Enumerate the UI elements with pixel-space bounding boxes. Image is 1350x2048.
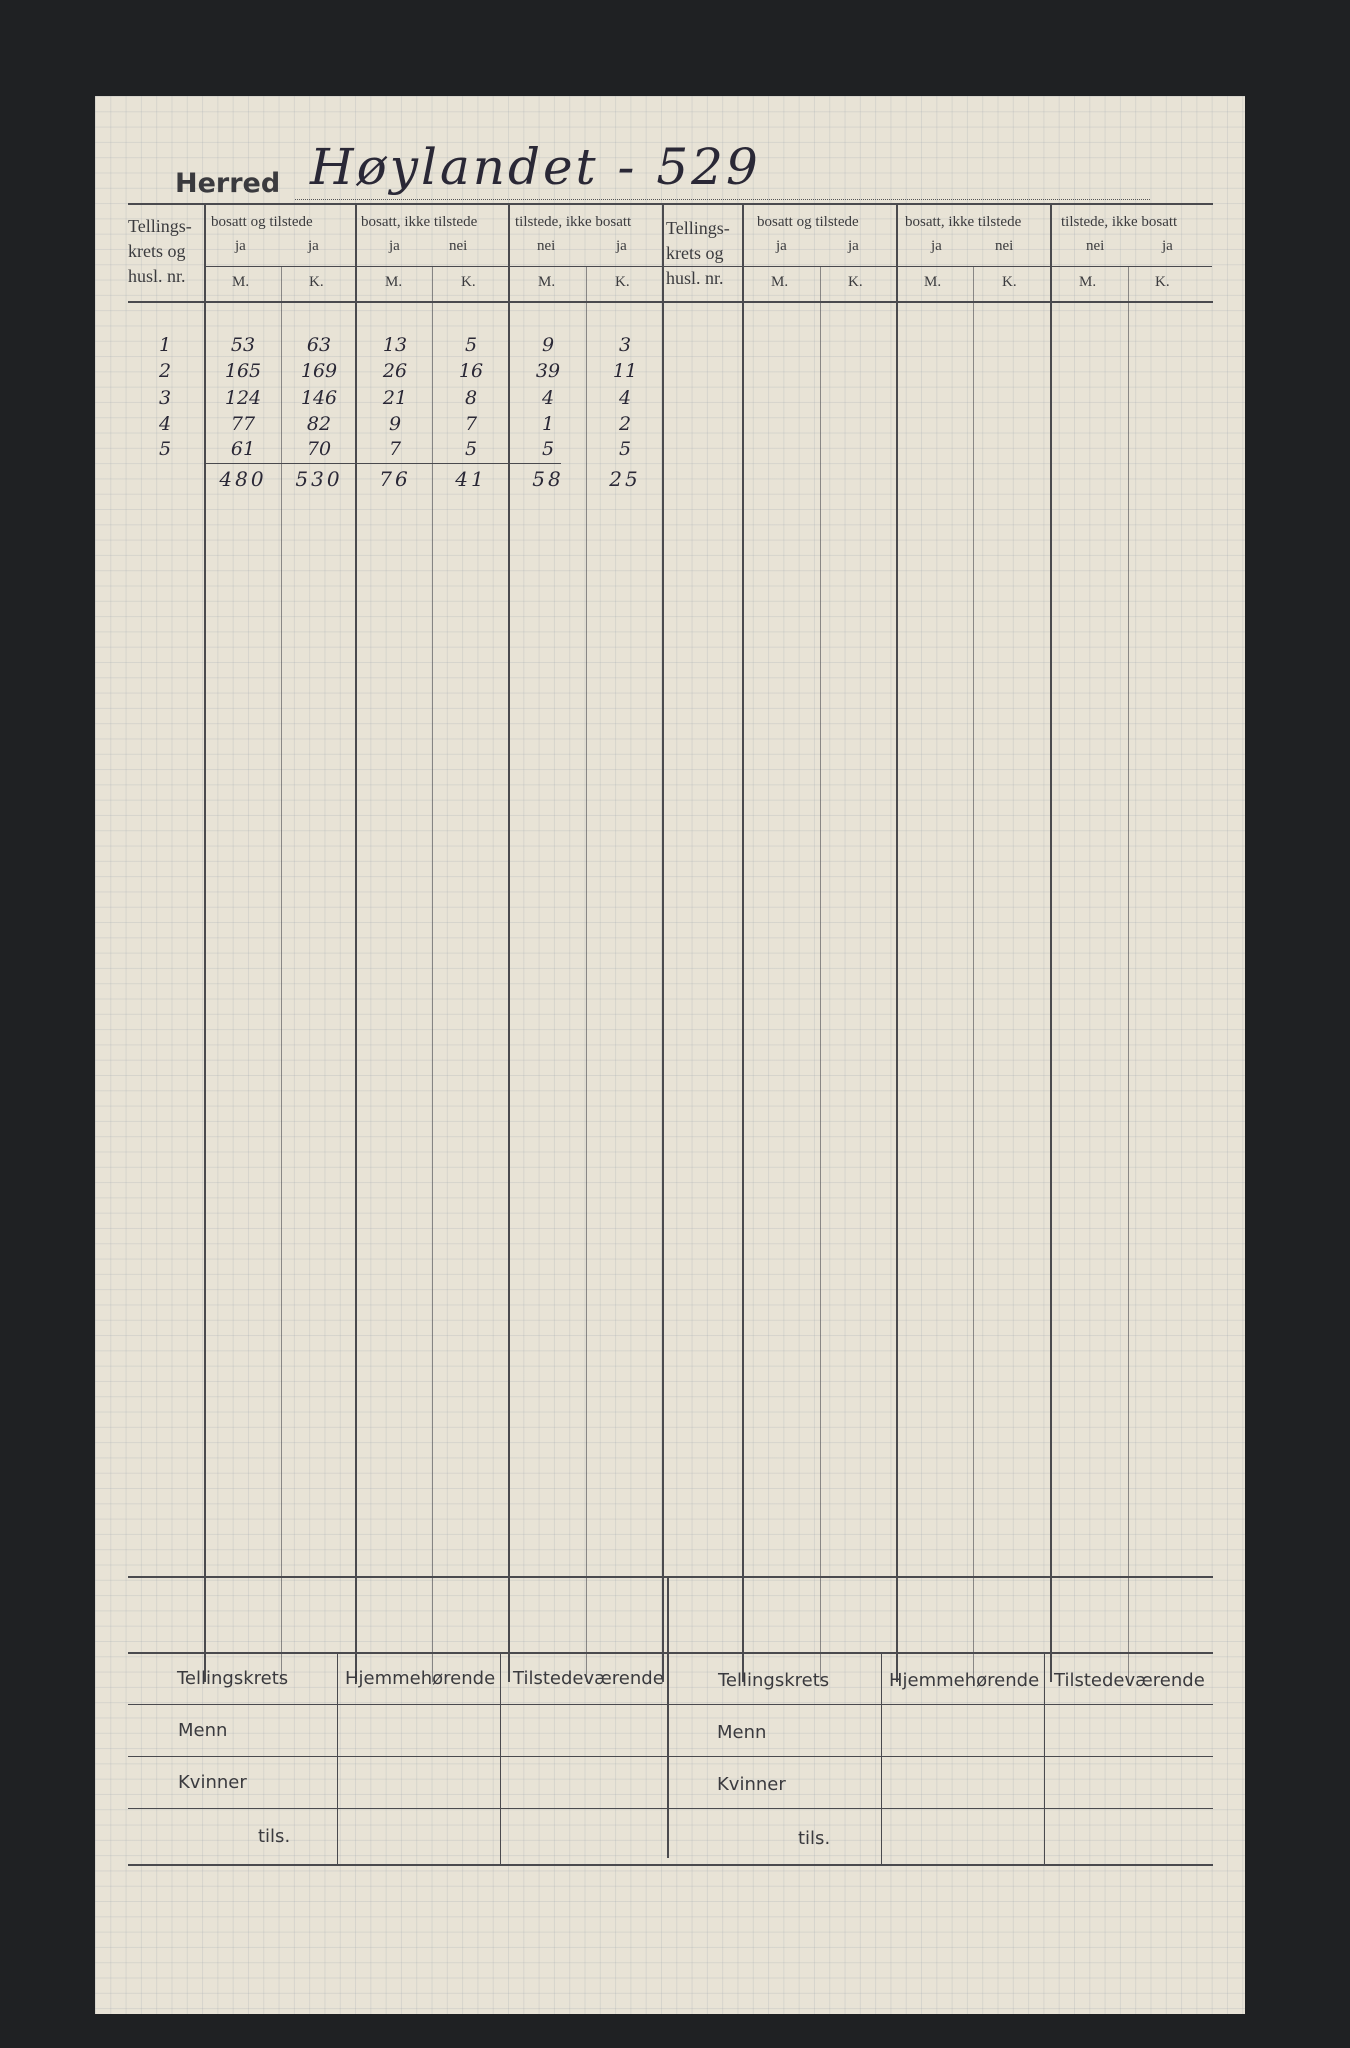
group-header: bosatt, ikke tilstede [361,214,478,230]
col-divider [1128,266,1129,1682]
m-header: M. [538,274,556,290]
cell-bosatt-tilstede-k: 169 [300,360,338,382]
summary-kvinner-label: Kvinner [717,1774,786,1795]
summary-col-divider [500,1653,501,1864]
k-header: K. [848,274,863,290]
col-divider [973,266,974,1682]
summary-header-top-rule [128,1652,1213,1654]
cell-bosatt-ikke-tilstede-k: 5 [464,334,478,356]
col-divider [896,204,898,1682]
summary-row-rule [128,1808,1213,1809]
total-cell: 530 [295,467,343,491]
group-sub: nei [537,238,556,254]
summary-row-rule [128,1704,1213,1705]
cell-bosatt-ikke-tilstede-m: 26 [382,360,408,382]
cell-bosatt-ikke-tilstede-m: 13 [382,334,408,356]
group-header: tilstede, ikke bosatt [1061,214,1178,230]
m-header: M. [924,274,942,290]
group-sub: ja [616,238,627,254]
summary-tilstedevaerende-label: Tilstedeværende [513,1668,664,1689]
summary-hjemmehorende-label: Hjemmehørende [345,1668,496,1689]
cell-tilstede-ikke-bosatt-m: 9 [541,334,555,356]
group-header: bosatt og tilstede [757,214,859,230]
row-number: 2 [158,360,172,382]
cell-tilstede-ikke-bosatt-k: 3 [618,334,632,356]
cell-tilstede-ikke-bosatt-k: 5 [618,438,632,460]
k-header: K. [309,274,324,290]
cell-bosatt-ikke-tilstede-m: 21 [382,387,408,409]
col-divider [1050,204,1052,1682]
group-header: bosatt og tilstede [211,214,313,230]
summary-menn-label: Menn [717,1722,767,1743]
tellingskrets-header: Tellings- krets og husl. nr. [128,216,192,286]
total-cell: 480 [219,467,267,491]
k-header: K. [1002,274,1017,290]
col-divider [204,204,206,1682]
tellingskrets-header: Tellings- krets og husl. nr. [666,218,730,288]
col-divider [281,266,282,1682]
group-sub: ja [931,238,942,254]
row-number: 3 [158,387,172,409]
group-sub: ja [308,238,319,254]
k-header: K. [615,274,630,290]
cell-tilstede-ikke-bosatt-k: 11 [612,360,638,382]
summary-menn-label: Menn [178,1720,228,1741]
row-number: 4 [158,413,172,435]
summary-tellingskrets-label: Tellingskrets [718,1670,830,1691]
summary-kvinner-label: Kvinner [178,1772,247,1793]
summary-tils-label: tils. [798,1828,831,1849]
cell-bosatt-ikke-tilstede-m: 9 [388,413,402,435]
cell-tilstede-ikke-bosatt-m: 1 [541,413,555,435]
group-header: bosatt, ikke tilstede [905,214,1022,230]
herred-dotted-line [295,199,1150,201]
m-header: M. [385,274,403,290]
group-sub: ja [235,238,246,254]
k-header: K. [1155,274,1170,290]
summary-hjemmehorende-label: Hjemmehørende [889,1670,1040,1691]
cell-tilstede-ikke-bosatt-m: 39 [535,360,561,382]
group-sub: ja [776,238,787,254]
group-sub: ja [848,238,859,254]
group-sub: ja [1162,238,1173,254]
group-header: tilstede, ikke bosatt [515,214,632,230]
col-divider [355,204,357,1682]
cell-bosatt-tilstede-m: 61 [230,438,256,460]
summary-col-divider [1044,1653,1045,1864]
cell-bosatt-tilstede-m: 53 [230,334,256,356]
col-divider [662,204,664,1682]
group-sub: ja [389,238,400,254]
m-header: M. [771,274,789,290]
col-divider [820,266,821,1682]
cell-tilstede-ikke-bosatt-k: 4 [618,387,632,409]
summary-center-divider [667,1578,669,1858]
group-sub: nei [449,238,468,254]
col-divider [742,204,744,1682]
col-divider [586,266,587,1682]
cell-bosatt-ikke-tilstede-k: 8 [464,387,478,409]
summary-bottom-rule [128,1864,1213,1866]
cell-bosatt-tilstede-k: 70 [306,438,332,460]
summary-col-divider [881,1653,882,1864]
m-header: M. [1079,274,1097,290]
cell-tilstede-ikke-bosatt-m: 4 [541,387,555,409]
summary-tellingskrets-label: Tellingskrets [177,1668,289,1689]
cell-bosatt-ikke-tilstede-k: 5 [464,438,478,460]
col-divider [432,266,433,1682]
col-divider [508,204,510,1682]
total-cell: 76 [379,467,411,491]
row-number: 1 [158,334,172,356]
cell-bosatt-tilstede-k: 82 [306,413,332,435]
total-cell: 58 [532,467,564,491]
row-number: 5 [158,438,172,460]
summary-col-divider [337,1653,338,1864]
summary-top-rule [128,1576,1213,1578]
total-cell: 41 [455,467,487,491]
cell-bosatt-ikke-tilstede-k: 16 [458,360,484,382]
summary-row-rule [128,1756,1213,1757]
m-header: M. [232,274,250,290]
cell-tilstede-ikke-bosatt-m: 5 [541,438,555,460]
cell-bosatt-tilstede-m: 77 [230,413,256,435]
cell-bosatt-tilstede-m: 165 [224,360,262,382]
census-form-page [95,96,1245,2014]
summary-tils-label: tils. [258,1826,291,1847]
k-header: K. [461,274,476,290]
cell-bosatt-tilstede-k: 146 [300,387,338,409]
herred-label: Herred [175,168,281,199]
total-cell: 25 [609,467,641,491]
cell-bosatt-tilstede-k: 63 [306,334,332,356]
summary-tilstedevaerende-label: Tilstedeværende [1054,1670,1205,1691]
cell-tilstede-ikke-bosatt-k: 2 [618,413,632,435]
cell-bosatt-ikke-tilstede-m: 7 [388,438,402,460]
herred-value-handwritten: Høylandet - 529 [310,138,761,196]
cell-bosatt-tilstede-m: 124 [224,387,262,409]
cell-bosatt-ikke-tilstede-k: 7 [464,413,478,435]
group-sub: nei [1086,238,1105,254]
group-sub: nei [995,238,1014,254]
